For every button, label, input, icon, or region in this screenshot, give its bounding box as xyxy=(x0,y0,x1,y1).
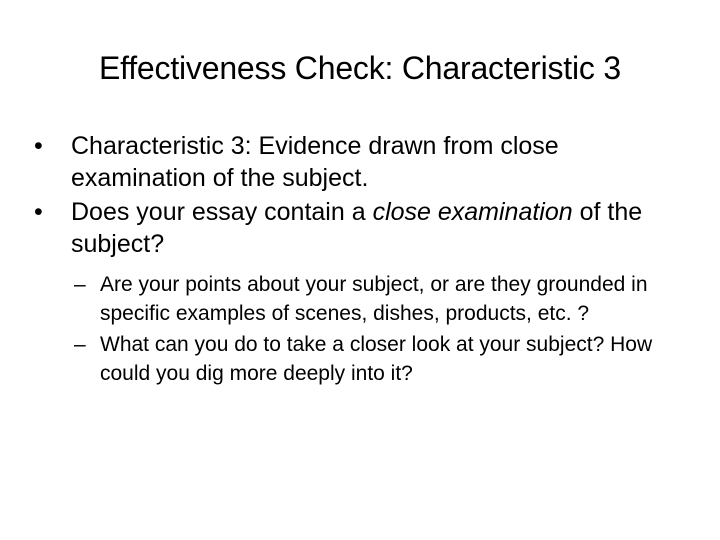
sub-bullet-list xyxy=(74,270,684,388)
sub-bullet-text: Are your points about your subject, or are they grounded in specific examples of scenes, dishes, products, etc. ? xyxy=(100,273,648,325)
bullet-item-question xyxy=(34,196,684,260)
bullet-text-before: Does your essay contain a xyxy=(71,198,373,226)
slide-body xyxy=(34,130,684,390)
bullet-marker: • xyxy=(34,198,43,226)
sub-bullet-text: What can you do to take a closer look at your subject? How could you dig more deeply into it? xyxy=(100,333,653,385)
slide-title: Effectiveness Check: Characteristic 3 xyxy=(98,50,621,86)
bullet-marker: • xyxy=(34,132,43,160)
sub-bullet-marker: – xyxy=(74,273,86,296)
sub-bullet-item xyxy=(74,330,684,388)
bullet-text: Characteristic 3: Evidence drawn from close examination of the subject. xyxy=(71,132,559,192)
bullet-text-emphasis: close examination xyxy=(372,198,573,226)
bullet-text-after: of the subject? xyxy=(71,198,643,258)
sub-bullet-marker: – xyxy=(74,333,86,356)
bullet-item-characteristic xyxy=(34,130,684,194)
sub-bullet-item xyxy=(74,270,684,328)
